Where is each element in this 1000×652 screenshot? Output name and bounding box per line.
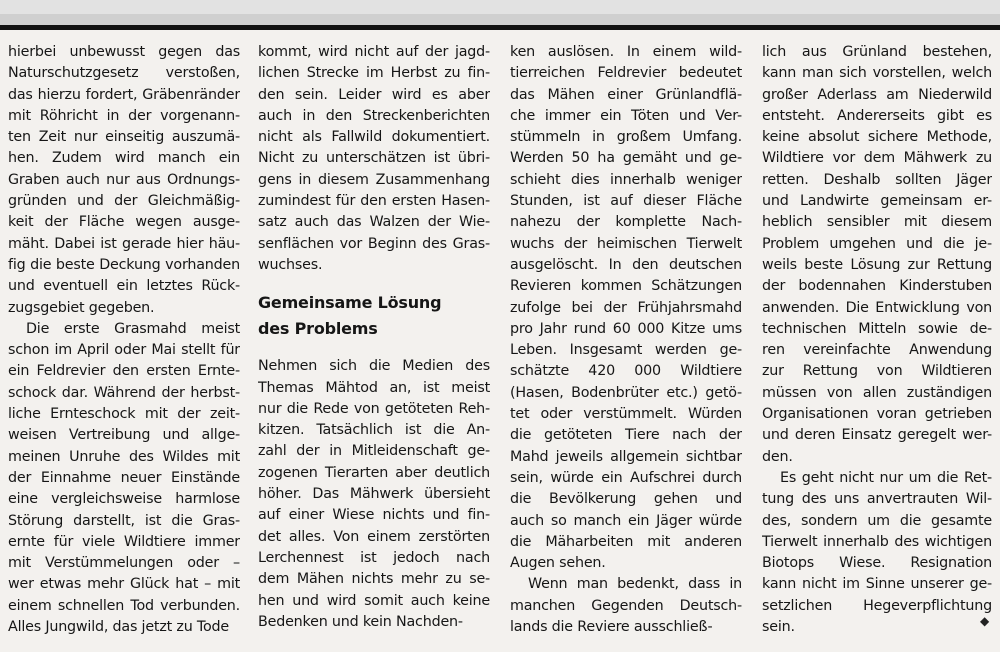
text-line: und eventuell ein letztes Rück- bbox=[8, 278, 240, 295]
text-line: kann nicht im Sinne unserer ge- bbox=[762, 576, 992, 593]
text-line: Nicht zu unterschätzen ist übri- bbox=[258, 150, 490, 167]
text-line: technischen Mitteln sowie de- bbox=[762, 320, 992, 337]
text-line: Graben auch nur aus Ordnungs- bbox=[8, 171, 240, 188]
text-line: weisen Vertreibung und allge- bbox=[8, 427, 240, 444]
text-line: ten Zeit nur einseitig auszumä- bbox=[8, 129, 240, 146]
text-line: ein Feldrevier den ersten Ernte- bbox=[8, 363, 240, 380]
column-2-paragraph-after-heading bbox=[258, 356, 490, 633]
text-line: zogenen Tierarten aber deutlich bbox=[258, 464, 490, 481]
text-line: setzlichen Hegeverpflichtung bbox=[762, 597, 992, 614]
text-line: zugsgebiet gegeben. bbox=[8, 299, 155, 316]
text-line: auf einer Wiese nichts und fin- bbox=[258, 507, 490, 524]
text-line: lichen Strecke im Herbst zu fin- bbox=[258, 65, 490, 82]
text-column-3 bbox=[510, 42, 742, 638]
text-line: ausgelöscht. In den deutschen bbox=[510, 256, 742, 273]
text-line: entsteht. Andererseits gibt es bbox=[762, 107, 992, 124]
text-line: stümmeln in großem Umfang. bbox=[510, 129, 742, 146]
text-line: der Einnahme neuer Einstände bbox=[8, 469, 240, 486]
text-line: zur Rettung von Wildtieren bbox=[762, 363, 992, 380]
text-line: die Mäharbeiten mit anderen bbox=[510, 533, 742, 550]
text-line: manchen Gegenden Deutsch- bbox=[510, 597, 742, 614]
text-line: mäht. Dabei ist gerade hier häu- bbox=[8, 235, 240, 252]
text-line: schon im April oder Mai stellt für bbox=[8, 342, 240, 359]
section-heading bbox=[258, 290, 490, 342]
header-bar bbox=[0, 0, 1000, 30]
text-line: sein. bbox=[762, 619, 795, 636]
text-line: keit der Fläche wegen ausge- bbox=[8, 214, 240, 231]
text-line: tierreichen Feldrevier bedeutet bbox=[510, 65, 742, 82]
text-line: Mahd jeweils allgemein sichtbar bbox=[510, 448, 742, 465]
text-line: Organisationen voran getrieben bbox=[762, 406, 992, 423]
text-column-4 bbox=[762, 42, 992, 638]
text-line: mit Verstümmelungen oder – bbox=[8, 555, 240, 572]
text-line: anwenden. Die Entwicklung von bbox=[762, 299, 992, 316]
text-line: Biotops Wiese. Resignation bbox=[762, 555, 992, 572]
text-line: sein, würde ein Aufschrei durch bbox=[510, 469, 742, 486]
text-line: tet oder verstümmelt. Würden bbox=[510, 406, 742, 423]
text-line: wuchses. bbox=[258, 256, 323, 273]
text-line: das hierzu fordert, Gräbenränder bbox=[8, 86, 240, 103]
text-line: dem Mähen nichts mehr zu se- bbox=[258, 571, 490, 588]
text-line: eine vergleichsweise harmlose bbox=[8, 491, 240, 508]
column-2-paragraph bbox=[258, 42, 490, 276]
text-line: schieht dies innerhalb weniger bbox=[510, 171, 742, 188]
text-line: gens in diesem Zusammenhang bbox=[258, 171, 490, 188]
text-line: großer Aderlass am Niederwild bbox=[762, 86, 992, 103]
text-line: Alles Jungwild, das jetzt zu Tode bbox=[8, 619, 230, 636]
text-line: schätzte 420 000 Wildtiere bbox=[510, 363, 742, 380]
text-line: kitzen. Tatsächlich ist die An- bbox=[258, 422, 490, 439]
text-line: zahl der in Mitleidenschaft ge- bbox=[258, 443, 490, 460]
text-line: Bedenken und kein Nachden- bbox=[258, 613, 463, 630]
text-line: (Hasen, Bodenbrüter etc.) getö- bbox=[510, 384, 742, 401]
text-line: das Mähen einer Grünlandflä- bbox=[510, 86, 742, 103]
text-line: fig die beste Deckung vorhanden bbox=[8, 256, 240, 273]
text-line: nicht als Fallwild dokumentiert. bbox=[258, 129, 490, 146]
text-line: Augen sehen. bbox=[510, 555, 606, 572]
text-line: zumindest für den ersten Hasen- bbox=[258, 193, 490, 210]
text-line: und deren Einsatz geregelt wer- bbox=[762, 427, 992, 444]
text-line: den. bbox=[762, 448, 793, 465]
text-line: die Bevölkerung gehen und bbox=[510, 491, 742, 508]
text-line: auch so manch ein Jäger würde bbox=[510, 512, 742, 529]
text-line: kann man sich vorstellen, welch bbox=[762, 65, 992, 82]
text-line: auch in den Streckenberichten bbox=[258, 107, 490, 124]
text-column-1 bbox=[8, 42, 240, 638]
text-line: ernte für viele Wildtiere immer bbox=[8, 533, 240, 550]
text-line: einem schnellen Tod verbunden. bbox=[8, 597, 240, 614]
text-line: hen. Zudem wird manch ein bbox=[8, 150, 240, 167]
text-line: und Landwirte gemeinsam er- bbox=[762, 193, 992, 210]
text-line: nur die Rede von getöteten Reh- bbox=[258, 400, 490, 417]
text-line: höher. Das Mähwerk übersieht bbox=[258, 486, 490, 503]
text-line: Naturschutzgesetz verstoßen, bbox=[8, 65, 240, 82]
text-line: wuchs der heimischen Tierwelt bbox=[510, 235, 742, 252]
text-line: che immer ein Töten und Ver- bbox=[510, 107, 742, 124]
text-line: retten. Deshalb sollten Jäger bbox=[762, 171, 992, 188]
text-column-2 bbox=[258, 42, 490, 633]
text-line: Stunden, ist auf dieser Fläche bbox=[510, 193, 742, 210]
text-line: hierbei unbewusst gegen das bbox=[8, 44, 240, 60]
text-line: Die erste Grasmahd meist bbox=[26, 320, 240, 337]
text-line: Wenn man bedenkt, dass in bbox=[528, 576, 742, 593]
text-line: kommt, wird nicht auf der jagd- bbox=[258, 44, 490, 60]
text-line: liche Ernteschock mit der zeit- bbox=[8, 406, 240, 423]
text-line: gründen und der Gleichmäßig- bbox=[8, 193, 240, 210]
text-line: heblich sensibler mit diesem bbox=[762, 214, 992, 231]
text-line: Problem umgehen und die je- bbox=[762, 235, 992, 252]
text-line: Revieren kommen Schätzungen bbox=[510, 278, 742, 295]
text-line: Themas Mähtod an, ist meist bbox=[258, 379, 490, 396]
end-mark-icon: ◆ bbox=[980, 614, 990, 628]
text-line: der bodennahen Kinderstuben bbox=[762, 278, 992, 295]
text-line: lich aus Grünland bestehen, bbox=[762, 44, 992, 60]
text-line: det alles. Von einem zerstörten bbox=[258, 528, 490, 545]
text-line: Lerchennest ist jedoch nach bbox=[258, 549, 490, 566]
text-line: Gemeinsame Lösung bbox=[258, 293, 442, 313]
text-line: Es geht nicht nur um die Ret- bbox=[780, 469, 992, 486]
text-line: nahezu der komplette Nach- bbox=[510, 214, 742, 231]
text-line: ken auslösen. In einem wild- bbox=[510, 44, 742, 60]
text-line: die getöteten Tiere nach der bbox=[510, 427, 742, 444]
text-line: Wildtiere vor dem Mähwerk zu bbox=[762, 150, 992, 167]
text-line: ren vereinfachte Anwendung bbox=[762, 342, 992, 359]
text-line: Werden 50 ha gemäht und ge- bbox=[510, 150, 742, 167]
text-line: schock dar. Während der herbst- bbox=[8, 384, 240, 401]
text-line: meinen Unruhe des Wildes mit bbox=[8, 448, 240, 465]
text-line: mit Röhricht in der vorgenann- bbox=[8, 107, 240, 124]
text-line: senflächen vor Beginn des Gras- bbox=[258, 235, 490, 252]
text-line: keine absolut sichere Methode, bbox=[762, 129, 992, 146]
text-line: zufolge bei der Frühjahrsmahd bbox=[510, 299, 742, 316]
text-line: des Problems bbox=[258, 319, 378, 339]
text-line: des, sondern um die gesamte bbox=[762, 512, 992, 529]
text-line: Störung darstellt, ist die Gras- bbox=[8, 512, 240, 529]
text-line: lands die Reviere ausschließ- bbox=[510, 619, 713, 636]
text-line: pro Jahr rund 60 000 Kitze ums bbox=[510, 320, 742, 337]
text-line: wer etwas mehr Glück hat – mit bbox=[8, 576, 240, 593]
text-line: Nehmen sich die Medien des bbox=[258, 358, 490, 375]
text-line: Tierwelt innerhalb des wichtigen bbox=[762, 533, 992, 550]
text-line: den sein. Leider wird es aber bbox=[258, 86, 490, 103]
text-line: müssen von allen zuständigen bbox=[762, 384, 992, 401]
text-line: hen und wird somit auch keine bbox=[258, 592, 490, 609]
text-line: weils beste Lösung zur Rettung bbox=[762, 256, 992, 273]
text-line: tung des uns anvertrauten Wil- bbox=[762, 491, 992, 508]
text-line: Leben. Insgesamt werden ge- bbox=[510, 342, 742, 359]
text-line: satz auch das Walzen der Wie- bbox=[258, 214, 490, 231]
